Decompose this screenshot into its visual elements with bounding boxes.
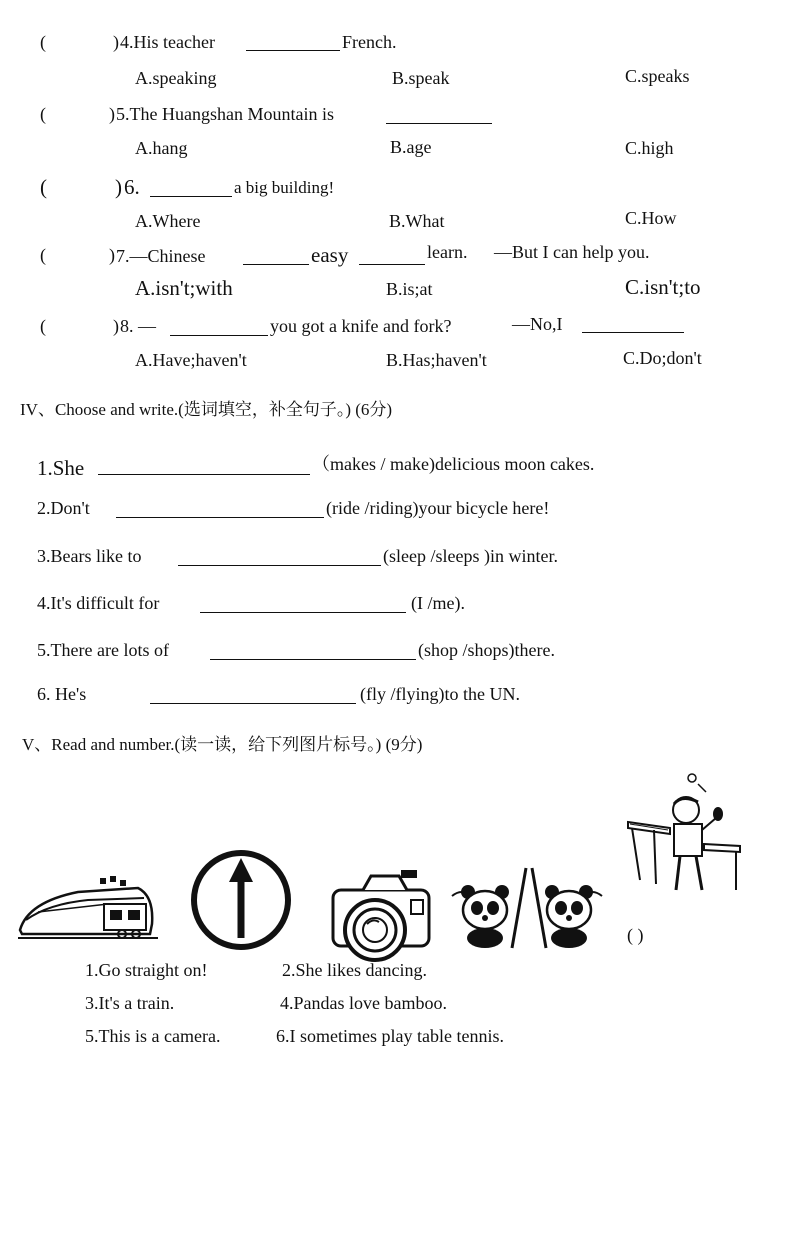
dialogue-reply: —No,I: [512, 314, 563, 334]
fill-blank[interactable]: [98, 458, 310, 475]
question-stem-end: French.: [342, 32, 397, 52]
sentence-item: 3.It's a train.: [85, 993, 175, 1013]
answer-paren[interactable]: ( ): [627, 925, 644, 945]
option-b: B.What: [389, 211, 445, 231]
option-c: C.How: [625, 208, 677, 228]
fill-blank[interactable]: [150, 687, 356, 704]
answer-paren-open: (: [40, 175, 47, 199]
camera-picture: [327, 868, 435, 968]
option-b: B.age: [390, 137, 432, 157]
option-a: A.isn't;with: [135, 276, 233, 300]
question-stem: 5.The Huangshan Mountain is: [116, 104, 334, 124]
answer-blank[interactable]: [582, 316, 684, 333]
option-c: C.high: [625, 138, 674, 158]
dialogue-reply: —But I can help you.: [494, 242, 650, 262]
answer-paren-open: (: [40, 32, 46, 52]
option-c: C.Do;don't: [623, 348, 702, 368]
answer-blank[interactable]: [386, 107, 492, 124]
answer-paren-close: ): [109, 104, 115, 124]
question-number: 6.: [124, 175, 140, 199]
sentence-item: 1.Go straight on!: [85, 960, 208, 980]
question-stem: 8. —: [120, 316, 156, 336]
fill-sentence-end: （makes / make)delicious moon cakes.: [312, 454, 595, 474]
go-straight-sign-picture: [189, 848, 293, 952]
answer-blank[interactable]: [243, 248, 309, 265]
option-b: B.speak: [392, 68, 450, 88]
question-stem: 7.—Chinese: [116, 246, 206, 266]
section-heading: V、Read and number.(读一读，给下列图片标号。) (9分): [22, 735, 423, 754]
answer-paren-open: (: [40, 104, 46, 124]
fill-sentence-start: 4.It's difficult for: [37, 593, 160, 613]
answer-paren-close: ): [113, 32, 119, 52]
option-c: C.speaks: [625, 66, 690, 86]
fill-blank[interactable]: [116, 501, 324, 518]
section-heading: IV、Choose and write.(选词填空，补全句子。) (6分): [20, 400, 393, 419]
fill-blank[interactable]: [200, 596, 406, 613]
answer-paren-close: ): [109, 245, 115, 265]
option-a: A.Have;haven't: [135, 350, 247, 370]
fill-sentence-end: (shop /shops)there.: [418, 640, 555, 660]
sentence-item: 4.Pandas love bamboo.: [280, 993, 447, 1013]
fill-sentence-start: 3.Bears like to: [37, 546, 142, 566]
fill-sentence-end: (sleep /sleeps )in winter.: [383, 546, 558, 566]
answer-blank[interactable]: [150, 180, 232, 197]
option-a: A.speaking: [135, 68, 217, 88]
sentence-item: 2.She likes dancing.: [282, 960, 427, 980]
sentence-item: 6.I sometimes play table tennis.: [276, 1026, 504, 1046]
question-stem-end: you got a knife and fork?: [270, 316, 452, 336]
fill-sentence-start: 2.Don't: [37, 498, 90, 518]
question-stem: 4.His teacher: [120, 32, 215, 52]
option-b: B.Has;haven't: [386, 350, 487, 370]
fill-sentence-end: (I /me).: [411, 593, 465, 613]
fill-sentence-end: (ride /riding)your bicycle here!: [326, 498, 550, 518]
question-stem-mid: easy: [311, 243, 349, 267]
option-a: A.Where: [135, 211, 201, 231]
sentence-item: 5.This is a camera.: [85, 1026, 221, 1046]
option-b: B.is;at: [386, 279, 433, 299]
fill-sentence-start: 5.There are lots of: [37, 640, 169, 660]
question-stem-end: a big building!: [234, 178, 335, 197]
table-tennis-picture: [626, 770, 742, 898]
answer-paren-open: (: [40, 245, 46, 265]
answer-paren-open: (: [40, 316, 46, 336]
answer-blank[interactable]: [170, 319, 268, 336]
option-c: C.isn't;to: [625, 275, 701, 299]
question-stem-end: learn.: [427, 242, 468, 262]
pandas-picture: [452, 866, 602, 950]
fill-sentence-start: 6. He's: [37, 684, 87, 704]
fill-blank[interactable]: [210, 643, 416, 660]
train-picture: [18, 872, 158, 944]
answer-blank[interactable]: [246, 34, 340, 51]
fill-sentence-start: 1.She: [37, 456, 85, 480]
fill-blank[interactable]: [178, 549, 381, 566]
answer-blank[interactable]: [359, 248, 425, 265]
answer-paren-close: ): [115, 175, 122, 199]
fill-sentence-end: (fly /flying)to the UN.: [360, 684, 520, 704]
answer-paren-close: ): [113, 316, 119, 336]
option-a: A.hang: [135, 138, 188, 158]
